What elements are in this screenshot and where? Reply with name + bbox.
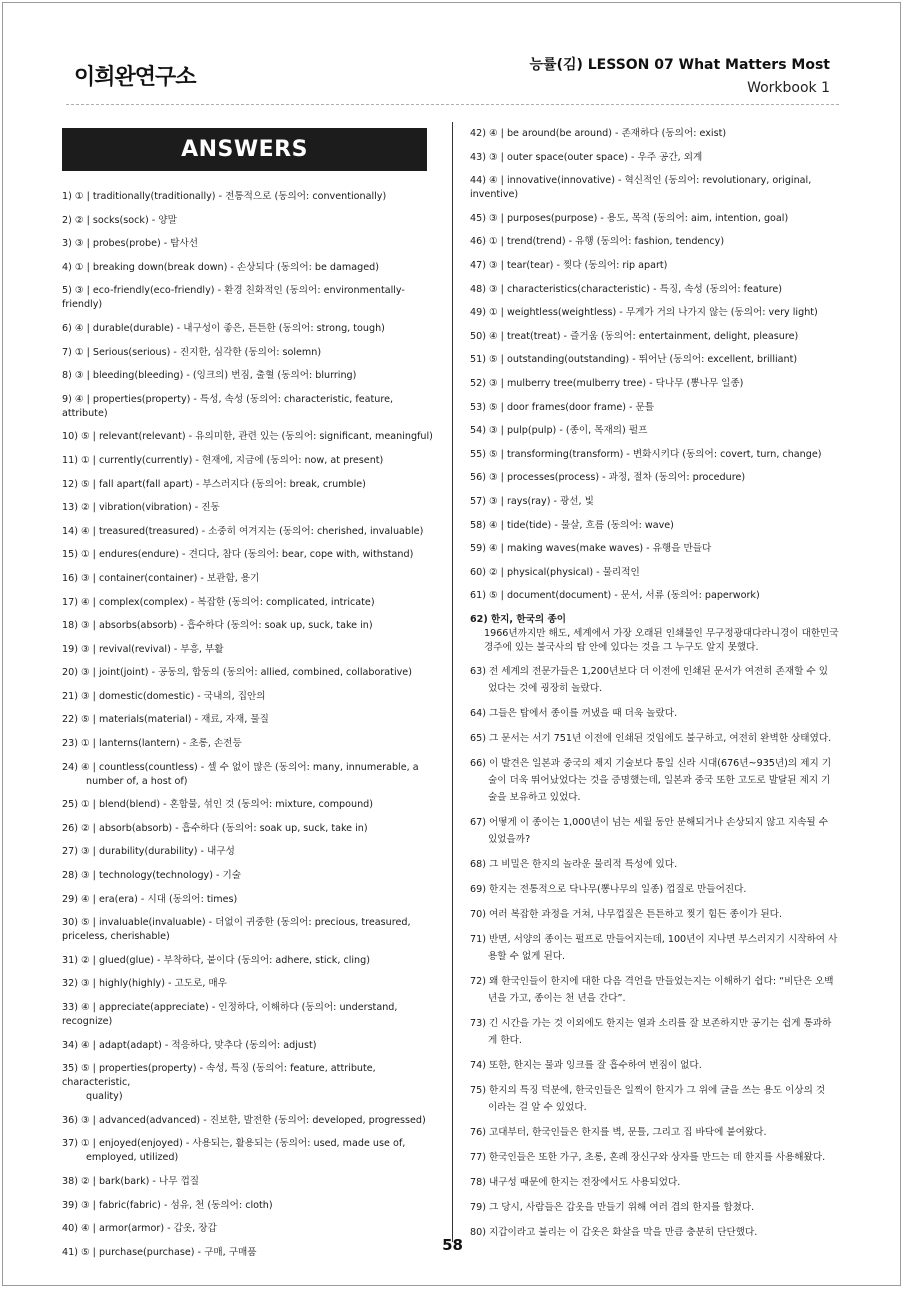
item-number: 28) [62,870,78,882]
answer-item [62,430,436,444]
answer-text: ② | vibration(vibration) - 진동 [81,502,220,514]
item-number: 25) [62,799,78,811]
answer-text: ④ | making waves(make waves) - 유행을 만들다 [489,543,712,555]
translation-text: 그 당시, 사람들은 갑옷을 만들기 위해 여러 겹의 한지를 합쳤다. [488,1201,755,1213]
answer-item [470,401,842,415]
answer-text: ④ | durable(durable) - 내구성이 좋은, 튼튼한 (동의어: strong, tough) [74,322,385,334]
answer-text: ⑤ | fall apart(fall apart) - 부스러지다 (동의어: break, crumble) [81,478,366,490]
answer-text: ④ | countless(countless) - 셀 수 없이 많은 (동의어: many, innumerable, a [81,761,419,773]
item-number: 18) [62,620,78,632]
answer-text: ③ | mulberry tree(mulberry tree) - 닥나무 (뽕나무 일종) [489,377,744,389]
translation-text: 한지의 특징 덕분에, 한국인들은 일찍이 한지가 그 위에 글을 쓰는 용도 이상의 것 [488,1084,826,1096]
item-number: 27) [62,846,78,858]
translation-line [470,973,842,990]
translation-line-continued: 었다는 것에 굉장히 놀랐다. [488,682,603,694]
item-number: 74) [470,1059,486,1071]
item-number: 5) [62,285,72,297]
answer-text: ③ | container(container) - 보관함, 용기 [81,572,260,584]
item-number: 20) [62,667,78,679]
translation-line [470,1149,842,1166]
item-number: 62) [470,613,488,625]
answer-text: ② | physical(physical) - 물리적인 [489,566,640,578]
item-number: 44) [470,175,486,187]
item-number: 33) [62,1002,78,1013]
answer-item [470,283,842,297]
translation-text: 지갑이라고 불리는 이 갑옷은 화살을 막을 만큼 충분히 단단했다. [488,1226,758,1238]
answer-text: ④ | treat(treat) - 즐거움 (동의어: entertainment, delight, pleasure) [489,330,799,342]
answer-item [470,424,842,438]
item-number: 73) [470,1017,486,1029]
answer-item [62,893,436,907]
item-number: 22) [62,714,78,726]
answer-text: ⑤ | purchase(purchase) - 구매, 구매품 [81,1246,257,1258]
translation-item [470,730,842,747]
item-number: 80) [470,1226,486,1238]
item-number: 23) [62,738,78,750]
item-number: 77) [470,1151,486,1163]
answer-item [470,212,842,226]
answer-text: ③ | durability(durability) - 내구성 [81,846,235,858]
item-number: 48) [470,283,486,295]
right-answer-column [470,127,842,1249]
translation-text: 또한, 한지는 물과 잉크를 잘 흡수하여 번짐이 없다. [488,1059,702,1071]
lesson-title: 능률(김) LESSON 07 What Matters Most [529,57,830,73]
translation-item [470,1015,842,1049]
answer-item [62,190,436,204]
translation-line [470,856,842,873]
translation-line [470,1057,842,1074]
answer-item [62,643,436,657]
answer-text-continued: quality) [86,1091,123,1103]
answer-item [62,261,436,275]
answer-text: ③ | processes(process) - 과정, 절차 (동의어: procedure) [489,472,746,484]
answer-text: ④ | armor(armor) - 갑옷, 장갑 [81,1223,217,1235]
answer-text: ① | traditionally(traditionally) - 전통적으로 (동의어: conventionally) [74,191,387,202]
answers-heading [62,128,427,171]
answer-item [470,377,842,391]
answer-item [470,127,842,141]
answer-text: ① | lanterns(lantern) - 초롱, 손전등 [81,738,242,750]
item-number: 59) [470,543,486,555]
answer-text: ④ | innovative(innovative) - 혁신적인 (동의어: revolutionary, original, inventive) [470,175,812,201]
vocab-answer-list [470,127,842,603]
item-number: 79) [470,1201,486,1213]
item-number: 4) [62,261,72,273]
item-number: 19) [62,643,78,655]
item-number: 31) [62,954,78,966]
answer-item [470,495,842,509]
answer-item [470,566,842,580]
translation-text: 이 발견은 일본과 중국의 제지 기술보다 통일 신라 시대(676년~935년)의 제지 기 [488,757,832,769]
answers-heading-text: ANSWERS [181,137,308,162]
answer-item [470,259,842,273]
answer-text: ③ | characteristics(characteristic) - 특징, 속성 (동의어: feature) [489,283,783,295]
answer-item [62,214,436,228]
answer-text: ① | breaking down(break down) - 손상되다 (동의어: be damaged) [74,261,379,273]
item-number: 69) [470,883,486,895]
translation-item [470,663,842,697]
translation-item [470,1149,842,1166]
answer-item [62,737,436,751]
answer-item [62,501,436,515]
translation-line [470,1082,842,1099]
translation-text: 고대부터, 한국인들은 한지를 벽, 문틀, 그리고 집 바닥에 붙여왔다. [488,1126,767,1138]
item-number: 29) [62,893,78,905]
item-number: 7) [62,346,72,358]
answer-item [62,369,436,383]
answer-item [62,869,436,883]
answer-item [62,713,436,727]
column-divider [452,122,453,1242]
translation-item [470,1199,842,1216]
translation-line-continued: 있었을까? [488,833,531,845]
item-number: 45) [470,212,486,224]
answer-item [62,1199,436,1213]
item-number: 47) [470,259,486,271]
item-number: 24) [62,761,78,773]
translation-text: 왜 한국인들이 한지에 대한 다음 격언을 만들었는지는 이해하기 쉽다: “비단은 오백 [488,975,834,987]
translation-text: 한국인들은 또한 가구, 초롱, 혼례 장신구와 상자를 만드는 데 한지를 사용해왔다. [488,1151,826,1163]
translation-text: 내구성 때문에 한지는 전장에서도 사용되었다. [488,1176,681,1188]
item-number: 71) [470,933,486,945]
translation-line [470,881,842,898]
answer-text: ⑤ | properties(property) - 속성, 특징 (동의어: feature, attribute, characteristic, [62,1063,376,1089]
answer-item [62,977,436,991]
item-number: 60) [470,566,486,578]
translation-list [470,663,842,1241]
translation-line [470,906,842,923]
answer-item [62,666,436,680]
answer-item [62,596,436,610]
translation-line-continued: 년을 가고, 종이는 천 년을 간다”. [488,992,626,1004]
answer-item [62,1062,436,1104]
answer-text: ① | Serious(serious) - 진지한, 심각한 (동의어: solemn) [74,346,322,358]
item-number: 2) [62,214,72,226]
item-number: 38) [62,1175,78,1187]
translation-item [470,755,842,806]
item-number: 57) [470,495,486,507]
answer-item [470,542,842,556]
answer-text: ⑤ | door frames(door frame) - 문틀 [489,401,655,413]
item-number: 30) [62,917,78,929]
translation-item [470,881,842,898]
translation-line-continued: 술이 더욱 뛰어났었다는 것을 증명했는데, 일본과 중국 또한 고도로 발달된 제지 기 [488,774,831,786]
translation-text: 그 문서는 서기 751년 이전에 인쇄된 것임에도 불구하고, 여전히 완벽한 상태였다. [488,732,832,744]
item-number: 11) [62,454,78,466]
translation-item [470,705,842,722]
item-number: 51) [470,354,486,366]
item-number: 14) [62,525,78,537]
answer-text: ① | enjoyed(enjoyed) - 사용되는, 활용되는 (동의어: used, made use of, [81,1138,406,1150]
item-number: 39) [62,1199,78,1211]
translation-line [470,931,842,948]
translation-text: 어떻게 이 종이는 1,000년이 넘는 세월 동안 분해되거나 손상되지 않고 지속될 수 [488,816,828,828]
translation-line [470,730,842,747]
item-number: 52) [470,377,486,389]
answer-item [62,619,436,633]
translation-item [470,1082,842,1116]
item-number: 66) [470,757,486,769]
answer-text: ⑤ | transforming(transform) - 변화시키다 (동의어: covert, turn, change) [489,448,822,460]
answer-item [62,322,436,336]
answer-item [62,572,436,586]
answer-item [62,1039,436,1053]
answer-item [62,454,436,468]
item-number: 15) [62,549,78,561]
answer-text: ③ | pulp(pulp) - (종이, 목재의) 펄프 [489,425,648,437]
answer-item [62,690,436,704]
answer-text: ③ | domestic(domestic) - 국내의, 집안의 [81,690,266,702]
answer-text: ③ | eco-friendly(eco-friendly) - 환경 친화적인 (동의어: environmentally-friendly) [62,285,405,311]
item-number: 50) [470,330,486,342]
translation-item [470,973,842,1007]
answer-item [62,525,436,539]
translation-text: 전 세계의 전문가들은 1,200년보다 더 이전에 인쇄된 문서가 여전히 존재할 수 있 [488,665,828,677]
answer-item [470,519,842,533]
answer-text-continued: priceless, cherishable) [62,931,170,943]
item-number: 12) [62,478,78,490]
answer-item [62,1001,436,1029]
translation-text: 여러 복잡한 과정을 거쳐, 나무껍질은 튼튼하고 찢기 힘든 종이가 된다. [488,908,782,920]
item-number: 46) [470,236,486,248]
item-number: 76) [470,1126,486,1138]
passage-title-item [470,613,842,655]
answer-item [470,589,842,603]
translation-line [470,663,842,680]
answer-item [62,237,436,251]
answer-text: ③ | absorbs(absorb) - 흡수하다 (동의어: soak up, suck, take in) [81,620,373,632]
item-number: 68) [470,858,486,870]
item-number: 56) [470,472,486,484]
translation-item [470,1174,842,1191]
answer-text: ④ | complex(complex) - 복잡한 (동의어: complicated, intricate) [81,596,375,608]
passage-line: 1966년까지만 해도, 세계에서 가장 오래된 인쇄물인 무구정광대다라니경이 대한민국 [484,627,839,639]
translation-item [470,1124,842,1141]
answer-item [62,798,436,812]
header-divider [66,104,839,105]
answer-text: ① | endures(endure) - 견디다, 참다 (동의어: bear, cope with, withstand) [81,549,414,561]
answer-item [62,845,436,859]
item-number: 67) [470,816,486,828]
translation-line [470,755,842,772]
item-number: 72) [470,975,486,987]
item-number: 49) [470,307,486,319]
answer-text: ④ | adapt(adapt) - 적응하다, 맞추다 (동의어: adjust) [81,1039,317,1051]
answer-text: ③ | revival(revival) - 부흥, 부활 [81,643,224,655]
passage-title: 한지, 한국의 종이 [490,613,567,625]
answer-text: ③ | technology(technology) - 기술 [81,870,242,882]
answer-item [62,1222,436,1236]
answer-text: ① | weightless(weightless) - 무게가 거의 나가지 않는 (동의어: very light) [489,307,818,319]
passage-line: 경주에 있는 불국사의 탑 안에 있다는 것을 그 누구도 알지 못했다. [484,641,759,653]
answer-item [470,353,842,367]
translation-text: 그 비밀은 한지의 놀라운 물리적 특성에 있다. [488,858,678,870]
answer-item [470,174,842,202]
page-number: 58 [442,1236,463,1254]
answer-text: ⑤ | document(document) - 문서, 서류 (동의어: paperwork) [489,590,760,602]
answer-text-continued: employed, utilized) [86,1152,179,1164]
answer-text: ② | glued(glue) - 부착하다, 붙이다 (동의어: adhere, stick, cling) [81,954,370,966]
item-number: 78) [470,1176,486,1188]
translation-text: 그들은 탑에서 종이를 꺼냈을 때 더욱 놀랐다. [488,707,678,719]
item-number: 6) [62,322,72,334]
answer-item [62,822,436,836]
item-number: 75) [470,1084,486,1096]
item-number: 70) [470,908,486,920]
answer-text: ④ | be around(be around) - 존재하다 (동의어: exist) [489,128,727,139]
item-number: 54) [470,425,486,437]
answer-text-continued: number of, a host of) [86,775,188,787]
answer-text: ③ | fabric(fabric) - 섬유, 천 (동의어: cloth) [81,1199,273,1211]
item-number: 55) [470,448,486,460]
translation-line [470,1124,842,1141]
answer-text: ⑤ | invaluable(invaluable) - 더없이 귀중한 (동의어: precious, treasured, [81,917,411,929]
translation-item [470,856,842,873]
answer-text: ④ | treasured(treasured) - 소중히 여겨지는 (동의어: cherished, invaluable) [81,525,424,537]
item-number: 37) [62,1138,78,1150]
answer-item [62,284,436,312]
answer-item [62,346,436,360]
answer-text: ② | absorb(absorb) - 흡수하다 (동의어: soak up, suck, take in) [81,822,368,834]
translation-item [470,906,842,923]
brand-logo: 이희완연구소 [74,65,196,90]
item-number: 65) [470,732,486,744]
answer-text: ③ | rays(ray) - 광선, 빛 [489,495,594,507]
answer-text: ① | trend(trend) - 유행 (동의어: fashion, tendency) [489,236,725,248]
answer-item [62,393,436,421]
answer-item [470,235,842,249]
answer-text: ③ | purposes(purpose) - 용도, 목적 (동의어: aim, intention, goal) [489,212,789,224]
left-answer-column [62,190,436,1269]
answer-text: ③ | advanced(advanced) - 진보한, 발전한 (동의어: developed, progressed) [81,1114,426,1126]
translation-line-continued: 게 한다. [488,1034,522,1046]
answer-text: ③ | probes(probe) - 탐사선 [74,238,199,250]
item-number: 64) [470,707,486,719]
answer-text: ⑤ | relevant(relevant) - 유의미한, 관련 있는 (동의어: significant, meaningful) [81,431,433,443]
translation-text: 반면, 서양의 종이는 펄프로 만들어지는데, 100년이 지나면 부스러지기 시작하여 사 [488,933,838,945]
answer-item [62,761,436,789]
item-number: 43) [470,151,486,163]
answer-item [470,330,842,344]
answer-text: ① | currently(currently) - 현재에, 지금에 (동의어: now, at present) [81,454,384,466]
translation-line [470,1199,842,1216]
translation-text: 긴 시간을 가는 것 이외에도 한지는 열과 소리를 잘 보존하지만 공기는 쉽게 통과하 [488,1017,832,1029]
workbook-label: Workbook 1 [747,80,830,96]
item-number: 61) [470,590,486,602]
translation-item [470,1057,842,1074]
translation-text: 한지는 전통적으로 닥나무(뽕나무의 일종) 껍질로 만들어진다. [488,883,747,895]
answer-item [470,448,842,462]
answer-text: ④ | tide(tide) - 물살, 흐름 (동의어: wave) [489,519,674,531]
answer-item [62,954,436,968]
item-number: 13) [62,502,78,514]
translation-line-continued: 이라는 걸 알 수 있었다. [488,1101,587,1113]
answer-text: ① | blend(blend) - 혼합물, 섞인 것 (동의어: mixture, compound) [81,799,373,811]
item-number: 26) [62,822,78,834]
translation-item [470,814,842,848]
answer-text: ⑤ | outstanding(outstanding) - 뛰어난 (동의어: excellent, brilliant) [489,354,798,366]
translation-line [470,814,842,831]
translation-line [470,705,842,722]
item-number: 21) [62,690,78,702]
item-number: 16) [62,572,78,584]
answer-item [470,151,842,165]
answer-text: ③ | outer space(outer space) - 우주 공간, 외계 [489,151,703,163]
translation-line [470,1174,842,1191]
item-number: 34) [62,1039,78,1051]
item-number: 63) [470,665,486,677]
answer-text: ⑤ | materials(material) - 재료, 자재, 물질 [81,714,269,726]
answer-item [62,548,436,562]
answer-text: ③ | tear(tear) - 찢다 (동의어: rip apart) [489,259,668,271]
answer-text: ③ | joint(joint) - 공동의, 합동의 (동의어: allied, combined, collaborative) [81,667,412,679]
item-number: 41) [62,1246,78,1258]
item-number: 53) [470,401,486,413]
item-number: 32) [62,978,78,990]
answer-item [62,1137,436,1165]
item-number: 3) [62,238,72,250]
answer-item [62,1114,436,1128]
item-number: 58) [470,519,486,531]
item-number: 8) [62,370,72,382]
answer-item [62,1175,436,1189]
item-number: 42) [470,128,486,139]
answer-text: ④ | era(era) - 시대 (동의어: times) [81,893,238,905]
translation-line-continued: 술을 보유하고 있었다. [488,791,581,803]
item-number: 35) [62,1063,78,1075]
item-number: 17) [62,596,78,608]
answer-text: ④ | appreciate(appreciate) - 인정하다, 이해하다 (동의어: understand, recognize) [62,1002,398,1027]
answer-item [62,916,436,944]
answer-text: ④ | properties(property) - 특성, 속성 (동의어: characteristic, feature, attribute) [62,393,394,419]
answer-text: ③ | highly(highly) - 고도로, 매우 [81,978,227,990]
translation-line-continued: 용할 수 없게 된다. [488,950,566,962]
answer-text: ② | bark(bark) - 나무 껍질 [81,1175,200,1187]
item-number: 10) [62,431,78,443]
answer-item [470,306,842,320]
answer-item [62,478,436,492]
item-number: 1) [62,191,72,202]
translation-line [470,1015,842,1032]
item-number: 40) [62,1223,78,1235]
item-number: 36) [62,1114,78,1126]
translation-item [470,931,842,965]
item-number: 9) [62,393,72,405]
answer-text: ② | socks(sock) - 양말 [74,214,177,226]
answer-text: ③ | bleeding(bleeding) - (잉크의) 번짐, 출혈 (동의어: blurring) [74,370,357,382]
answer-item [470,471,842,485]
